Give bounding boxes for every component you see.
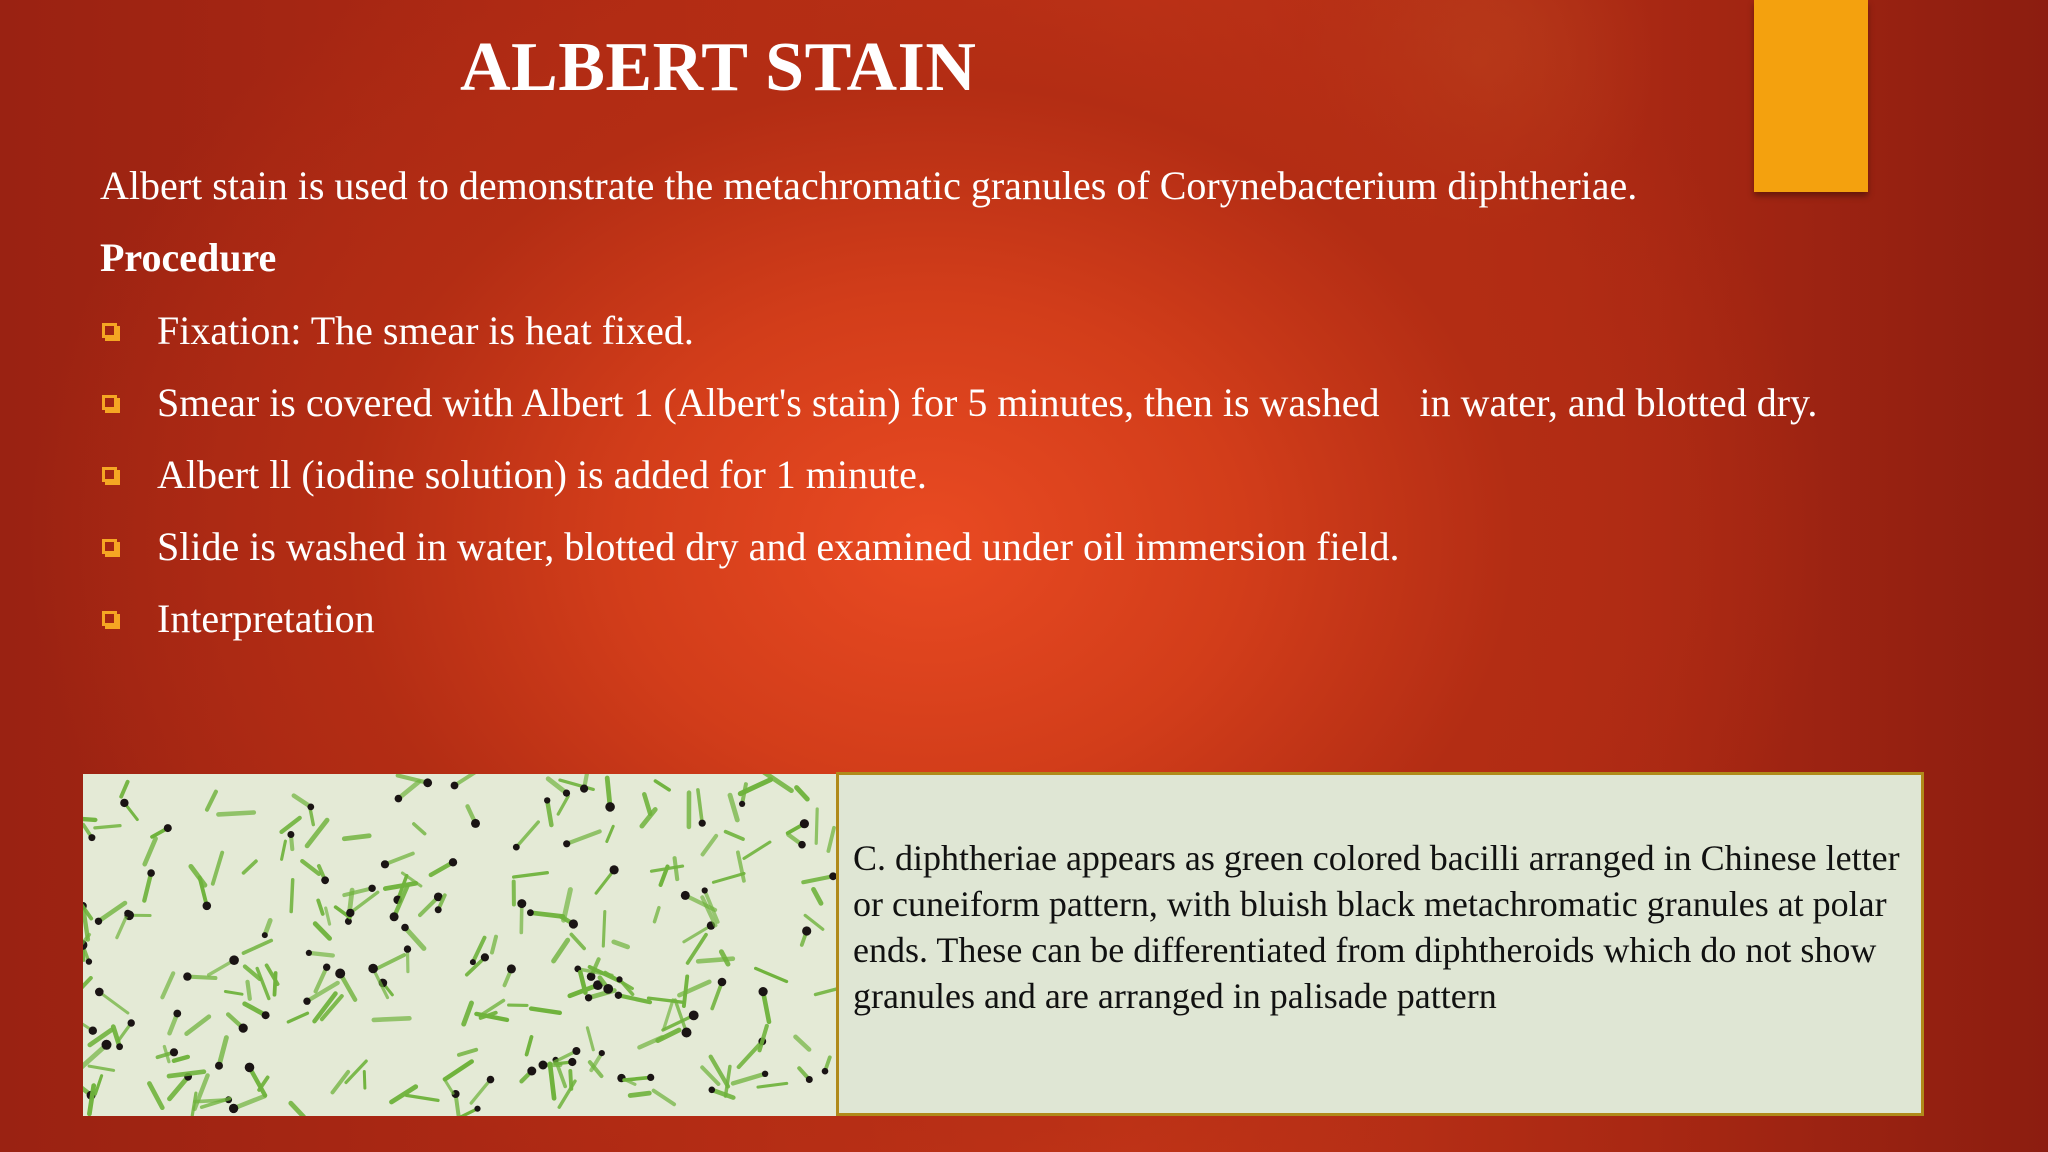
procedure-step: [100, 521, 1880, 573]
square-bullet-icon: [102, 323, 117, 338]
slide-title: ALBERT STAIN: [460, 29, 977, 106]
step-text: Interpretation: [157, 596, 375, 641]
procedure-steps: [100, 305, 1880, 665]
procedure-step: [100, 449, 1880, 501]
bacilli-micrograph: [83, 774, 836, 1116]
step-text: Fixation: The smear is heat fixed.: [157, 308, 694, 353]
square-bullet-icon: [102, 467, 117, 482]
interpretation-caption-box: [836, 772, 1924, 1116]
procedure-heading: Procedure: [100, 235, 277, 280]
procedure-step: [100, 377, 1880, 429]
step-text: Smear is covered with Albert 1 (Albert's stain) for 5 minutes, then is washed in water, and blotted dry.: [157, 380, 1818, 425]
procedure-step: [100, 305, 1880, 357]
step-text: Albert ll (iodine solution) is added for 1 minute.: [157, 452, 927, 497]
step-text: Slide is washed in water, blotted dry and examined under oil immersion field.: [157, 524, 1400, 569]
square-bullet-icon: [102, 611, 117, 626]
square-bullet-icon: [102, 395, 117, 410]
procedure-step: [100, 593, 1880, 645]
square-bullet-icon: [102, 539, 117, 554]
microscopy-image: [83, 774, 836, 1116]
interpretation-caption: C. diphtheriae appears as green colored bacilli arranged in Chinese letter or cuneiform pattern, with bluish black metachromatic granules at polar ends. These can be differentiated from diphtheroids which do not show granules and are arranged in palisade pattern: [853, 838, 1900, 1016]
intro-text: Albert stain is used to demonstrate the metachromatic granules of Corynebacterium diphtheriae.: [100, 163, 1638, 208]
